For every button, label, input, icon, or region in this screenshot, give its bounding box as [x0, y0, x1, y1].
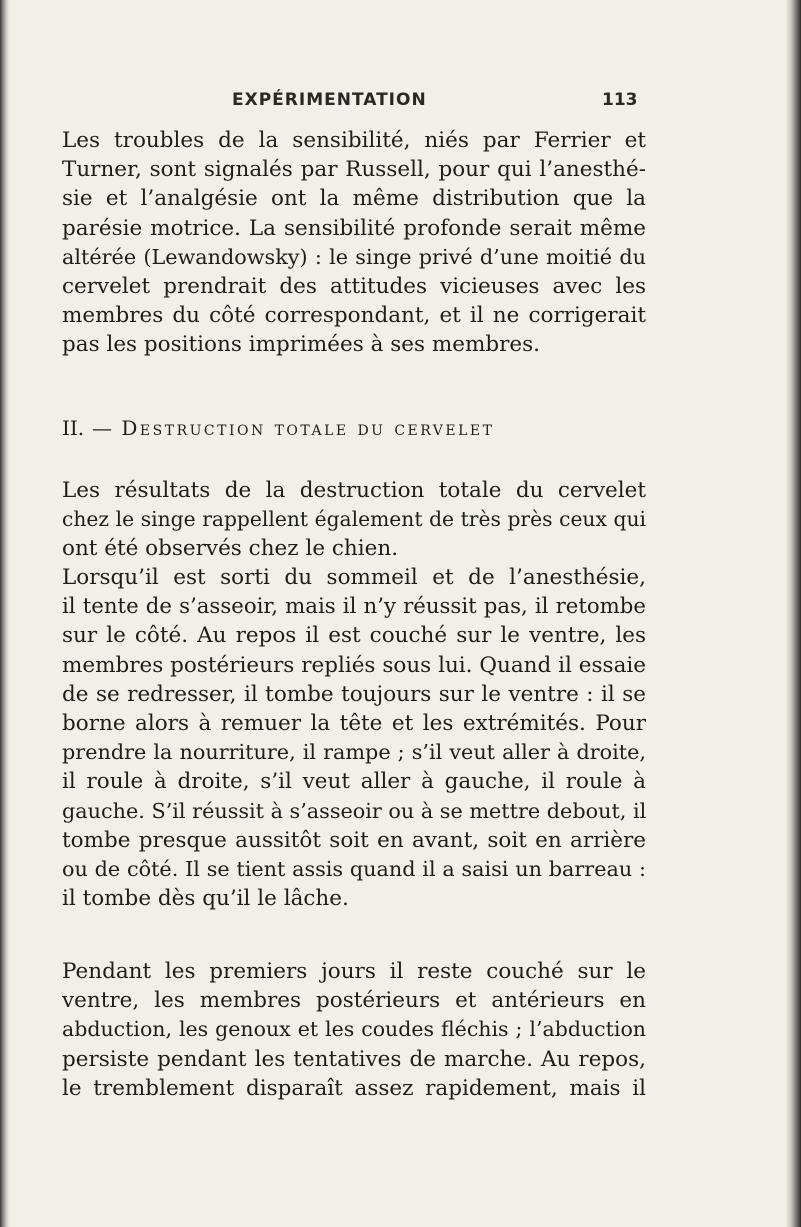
text-line: il tombe dès qu’il le lâche. [62, 886, 349, 912]
text-line: persiste pendant les tentatives de marche. Au repos, [62, 1046, 646, 1072]
text-line: il tente de s’asseoir, mais il n’y réussit pas, il retombe [62, 594, 646, 620]
text-line: Les troubles de la sensibilité, niés par Ferrier et [62, 128, 646, 153]
paragraph-after-anesthesia [62, 563, 646, 913]
running-head-title: EXPÉRIMENTATION [232, 90, 427, 110]
text-line: ont été observés chez le chien. [62, 536, 399, 562]
paragraph-first-days [62, 957, 646, 1103]
text-line: chez le singe rappellent également de très près ceux qui [62, 507, 646, 532]
text-line: altérée (Lewandowsky) : le singe privé d’une moitié du [62, 244, 646, 269]
text-line: gauche. S’il réussit à s’asseoir ou à se mettre debout, il [62, 798, 647, 823]
text-line: tombe presque aussitôt soit en avant, soit en arrière [62, 827, 646, 853]
text-line: ou de côté. Il se tient assis quand il a saisi un barreau : [62, 857, 646, 882]
text-line: borne alors à remuer la tête et les extrémités. Pour [62, 711, 646, 737]
page-right-edge-shadow [785, 0, 801, 1227]
text-line: sur le côté. Au repos il est couché sur le ventre, les [62, 623, 646, 649]
section-title: Destruction totale du cervelet [121, 416, 495, 440]
text-line: parésie motrice. La sensibilité profonde serait même [62, 215, 646, 241]
page-left-edge-shadow [0, 0, 10, 1227]
text-line: il roule à droite, s’il veut aller à gauche, il roule à [62, 769, 646, 795]
text-line: Lorsqu’il est sorti du sommeil et de l’anesthésie, [62, 565, 646, 590]
text-line: Pendant les premiers jours il reste couché sur le [62, 959, 646, 984]
section-dash: — [92, 416, 114, 440]
section-number: II. [62, 416, 85, 440]
text-line: pas les positions imprimées à ses membres. [62, 332, 540, 358]
text-line: cervelet prendrait des attitudes vicieuses avec les [62, 274, 646, 300]
text-line: prendre la nourriture, il rampe ; s’il veut aller à droite, [62, 740, 646, 765]
text-line: abduction, les genoux et les coudes fléchis ; l’abduction [62, 1017, 646, 1042]
text-line: sie et l’analgésie ont la même distribution que la [62, 186, 646, 212]
text-line: Turner, sont signalés par Russell, pour qui l’anesthé- [62, 157, 646, 183]
page-number: 113 [602, 90, 638, 110]
section-heading [62, 416, 682, 440]
text-line: ventre, les membres postérieurs et antérieurs en [62, 988, 646, 1014]
text-line: le tremblement disparaît assez rapidement, mais il [62, 1075, 646, 1101]
paragraph-total-destruction [62, 476, 646, 564]
paragraph-sensibility [62, 126, 646, 360]
text-line: Les résultats de la destruction totale du cervelet [62, 478, 646, 503]
text-line: membres postérieurs repliés sous lui. Quand il essaie [62, 652, 646, 678]
running-head [0, 90, 801, 114]
text-line: de se redresser, il tombe toujours sur le ventre : il se [62, 681, 646, 707]
text-line: membres du côté correspondant, et il ne corrigerait [62, 303, 646, 329]
